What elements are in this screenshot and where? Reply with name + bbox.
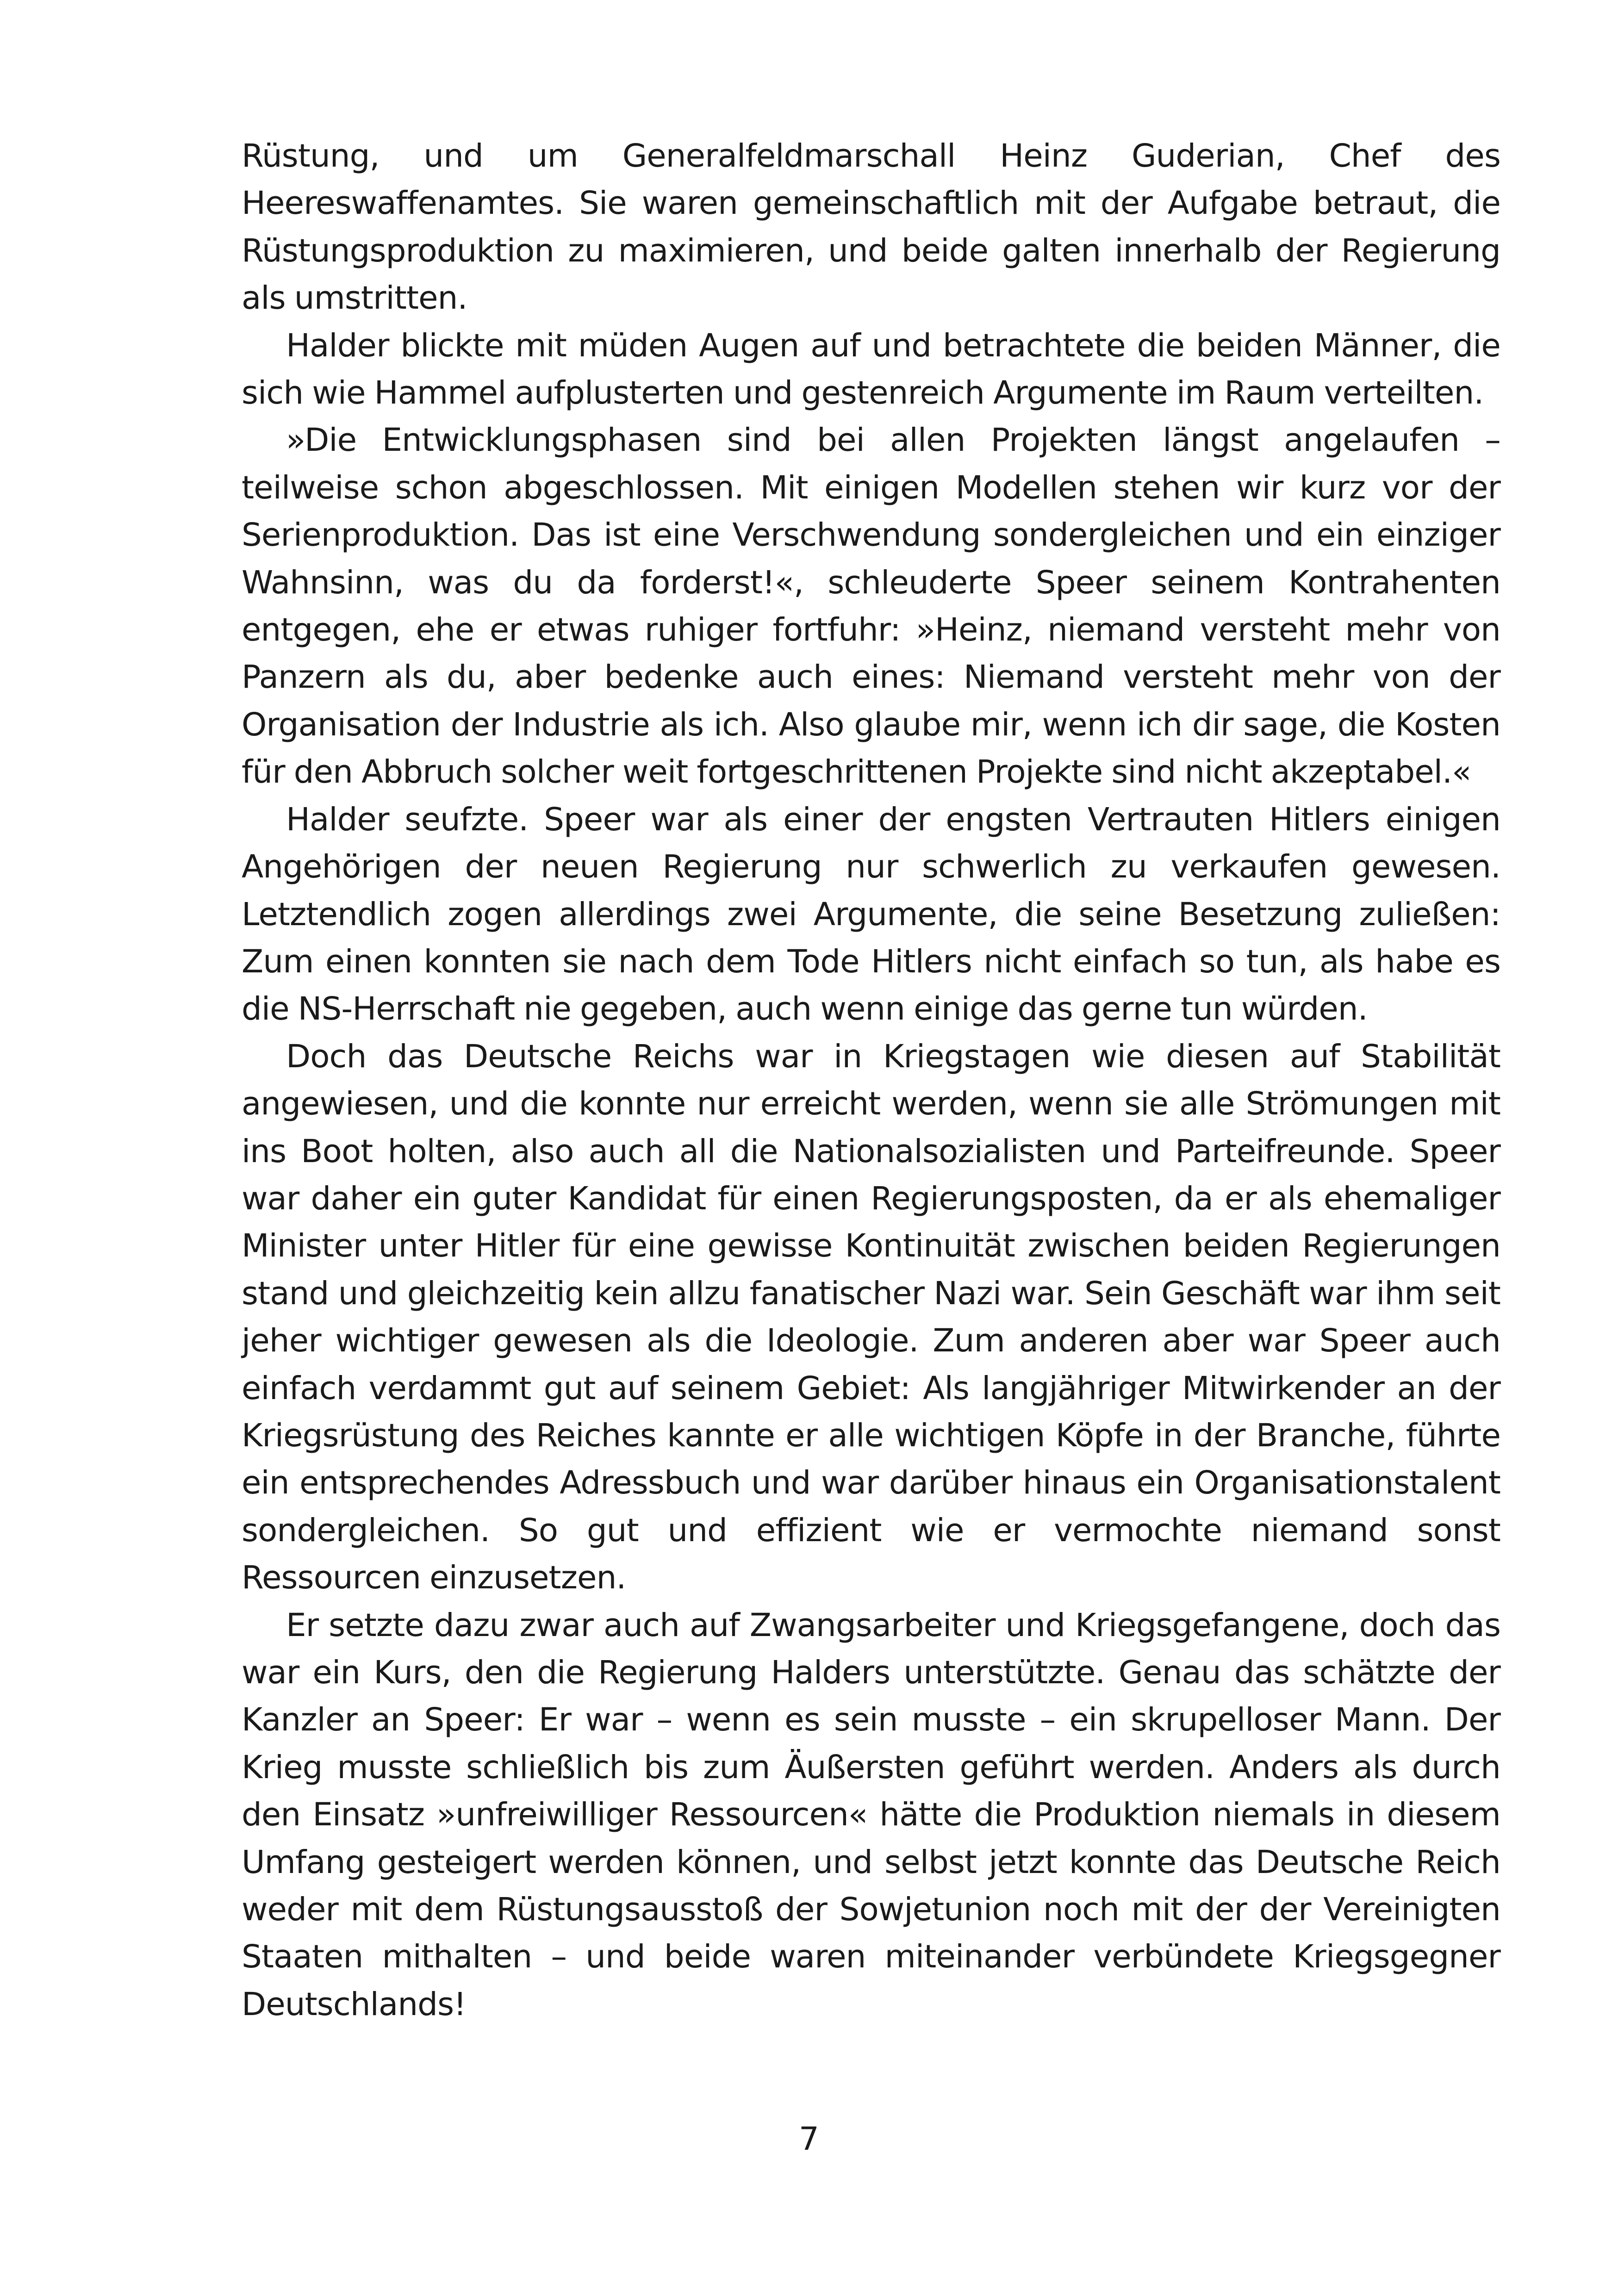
paragraph: Er setzte dazu zwar auch auf Zwangsarbeiter und Kriegsgefangene, doch das war ein Kurs, den die Regierung Halders unterstützte. Genau das schätzte der Kanzler an Speer: Er war – wenn es sein musste – ein skrupelloser Mann. Der Krieg musste schließlich bis zum Äußersten geführt werden. Anders als durch den Einsatz »unfreiwilliger Ressourcen« hätte die Produktion niemals in diesem Umfang gesteigert werden können, und selbst jetzt konnte das Deutsche Reich weder mit dem Rüstungsausstoß der Sowjetunion noch mit der der Vereinigten Staaten mithalten – und beide waren miteinander verbündete Kriegsgegner Deutschlands! bbox=[242, 1606, 1500, 2023]
paragraph: Halder seufzte. Speer war als einer der engsten Vertrauten Hitlers einigen Angehörigen der neuen Regierung nur schwerlich zu verkaufen gewesen. Letztendlich zogen allerdings zwei Argumente, die seine Besetzung zuließen: Zum einen konnten sie nach dem Tode Hitlers nicht einfach so tun, als habe es die NS-Herrschaft nie gegeben, auch wenn einige das gerne tun würden. bbox=[242, 801, 1500, 1028]
page-number: 7 bbox=[799, 2121, 819, 2158]
paragraph: Rüstung, und um Generalfeldmarschall Heinz Guderian, Chef des Heereswaffenamtes. Sie waren gemeinschaftlich mit der Aufgabe betraut, die Rüstungsproduktion zu maximieren, und beide galten innerhalb der Regierung als umstritten. bbox=[242, 137, 1500, 317]
paragraph: Halder blickte mit müden Augen auf und betrachtete die beiden Männer, die sich wie Hammel aufplusterten und gestenreich Argumente im Raum verteilten. bbox=[242, 327, 1500, 412]
paragraph: »Die Entwicklungsphasen sind bei allen Projekten längst angelaufen – teilweise schon abgeschlossen. Mit einigen Modellen stehen wir kurz vor der Serienproduktion. Das ist eine Verschwendung sondergleichen und ein einziger Wahnsinn, was du da forderst!«, schleuderte Speer seinem Kontrahenten entgegen, ehe er etwas ruhiger fortfuhr: »Heinz, niemand versteht mehr von Panzern als du, aber bedenke auch eines: Niemand versteht mehr von der Organisation der Industrie als ich. Also glaube mir, wenn ich dir sage, die Kosten für den Abbruch solcher weit fortgeschrittenen Projekte sind nicht akzeptabel.« bbox=[242, 422, 1500, 791]
body-text bbox=[242, 132, 1500, 2028]
paragraph: Doch das Deutsche Reichs war in Kriegstagen wie diesen auf Stabilität angewiesen, und die konnte nur erreicht werden, wenn sie alle Strömungen mit ins Boot holten, also auch all die Nationalsozialisten und Parteifreunde. Speer war daher ein guter Kandidat für einen Regierungsposten, da er als ehemaliger Minister unter Hitler für eine gewisse Kontinuität zwischen beiden Regierungen stand und gleichzeitig kein allzu fanatischer Nazi war. Sein Geschäft war ihm seit jeher wichtiger gewesen als die Ideologie. Zum anderen aber war Speer auch einfach verdammt gut auf seinem Gebiet: Als langjähriger Mitwirkender an der Kriegsrüstung des Reiches kannte er alle wichtigen Köpfe in der Branche, führte ein entsprechendes Adressbuch und war darüber hinaus ein Organisationstalent sondergleichen. So gut und effizient wie er vermochte niemand sonst Ressourcen einzusetzen. bbox=[242, 1038, 1500, 1597]
